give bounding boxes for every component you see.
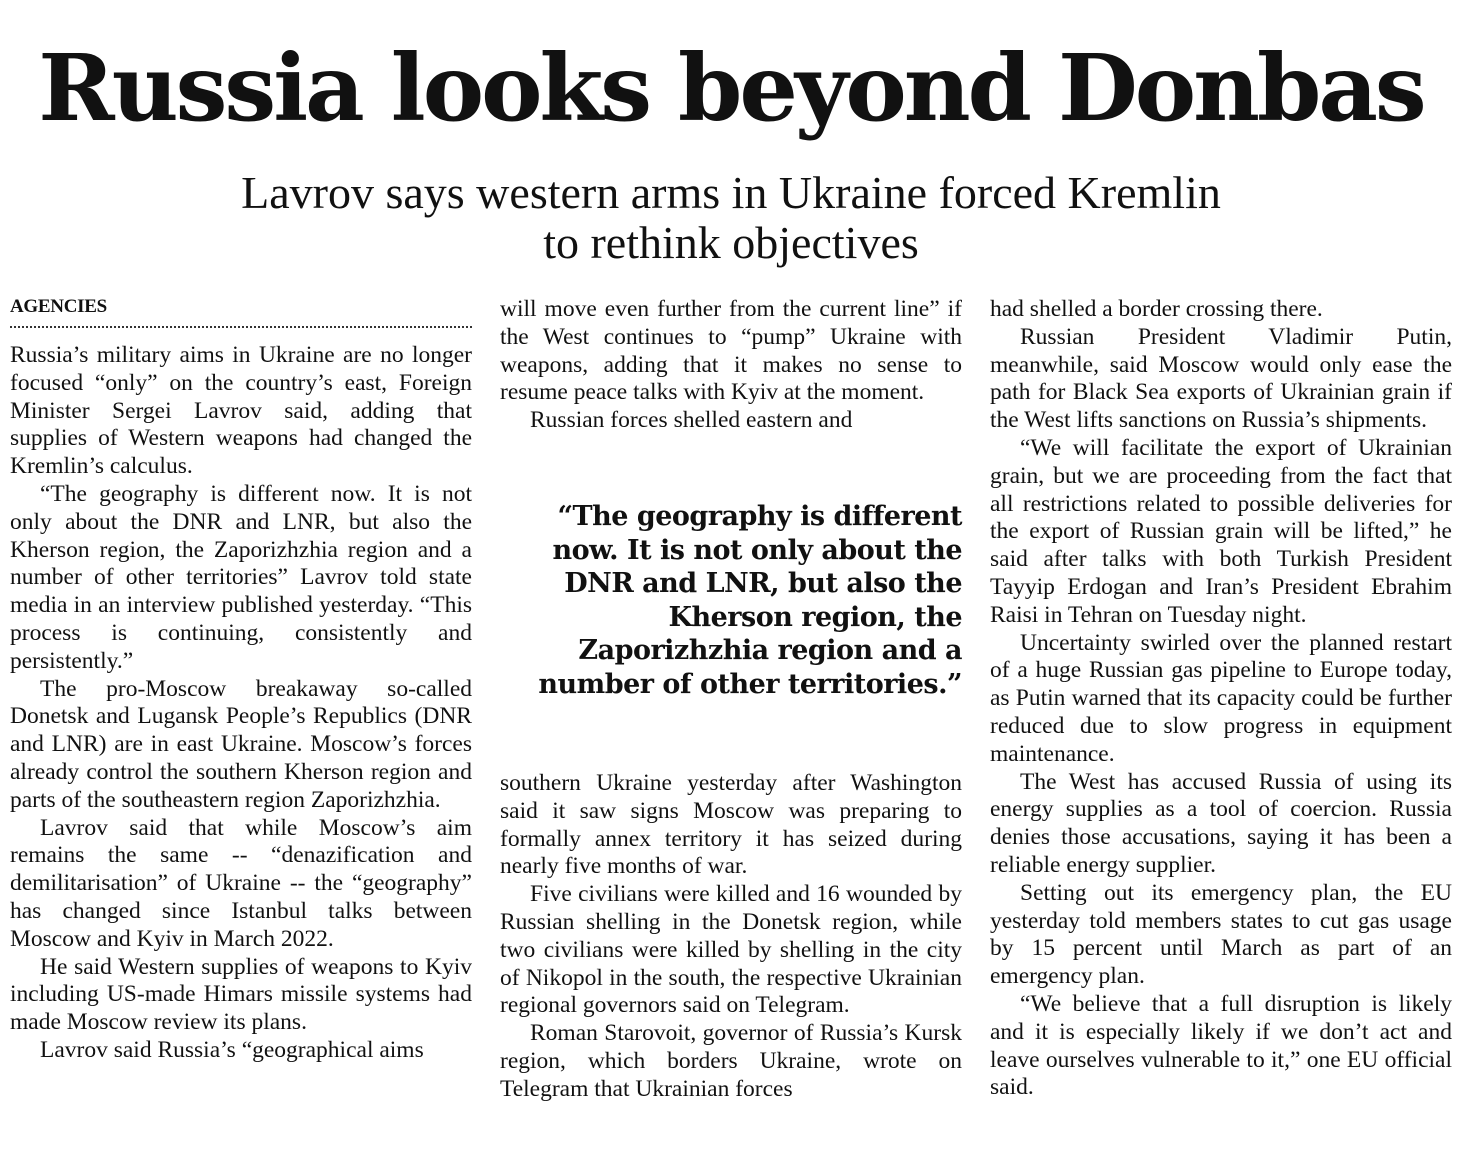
article-column-2-top xyxy=(500,296,962,435)
article-column-2-bottom xyxy=(500,770,962,1104)
paragraph: Lavrov said Russia’s “geographical aims xyxy=(40,1036,424,1063)
paragraph: Uncertainty swirled over the planned restart of a huge Russian gas pipeline to Europe today, as Putin warned that its capacity could be further reduced due to slow progress in equipment maintenance. xyxy=(990,629,1452,767)
subheadline: Lavrov says western arms in Ukraine forced Kremlin to rethink objectives xyxy=(241,167,1221,268)
paragraph: “The geography is different now. It is not only about the DNR and LNR, but also the Kherson region, the Zaporizhzhia region and a number of other territories” Lavrov told state media in an interview published yesterday. “This process is continuing, consistently and persistently.” xyxy=(10,480,472,674)
paragraph: Setting out its emergency plan, the EU yesterday told members states to cut gas usage by 15 percent until March as part of an emergency plan. xyxy=(990,879,1452,990)
paragraph: The pro-Moscow breakaway so-called Donetsk and Lugansk People’s Republics (DNR and LNR) are in east Ukraine. Moscow’s forces already control the southern Kherson region and parts of the southeastern region Zaporizhzhia. xyxy=(10,675,472,813)
paragraph: Lavrov said that while Moscow’s aim remains the same -- “denazification and demilitarisation” of Ukraine -- the “geography” has changed since Istanbul talks between Moscow and Kyiv in March 2022. xyxy=(10,814,472,952)
paragraph: had shelled a border crossing there. xyxy=(990,296,1323,322)
paragraph: Five civilians were killed and 16 wounded by Russian shelling in the Donetsk region, while two civilians were killed by shelling in the city of Nikopol in the south, the respective Ukrainian regional governors said on Telegram. xyxy=(500,881,962,1019)
paragraph: Russian President Vladimir Putin, meanwhile, said Moscow would only ease the path for Black Sea exports of Ukrainian grain if the West lifts sanctions on Russia’s shipments. xyxy=(990,323,1452,434)
pull-quote: “The geography is different now. It is not only about the DNR and LNR, but also the Kherson region, the Zaporizhzhia region and a number of other territories.” xyxy=(538,501,962,700)
paragraph: “We believe that a full disruption is likely and it is especially likely if we don’t act and leave ourselves vulnerable to it,” one EU official said. xyxy=(990,990,1452,1101)
article-column-3 xyxy=(990,296,1452,1102)
paragraph: southern Ukraine yesterday after Washington said it saw signs Moscow was preparing to formally annex territory it has seized during nearly five months of war. xyxy=(500,770,962,880)
paragraph: Russia’s military aims in Ukraine are no longer focused “only” on the country’s east, Foreign Minister Sergei Lavrov said, adding that supplies of Western weapons had changed the Kremlin’s calculus. xyxy=(10,342,472,480)
paragraph: Russian forces shelled eastern and xyxy=(530,407,853,434)
paragraph: The West has accused Russia of using its energy supplies as a tool of coercion. Russia denies those accusations, saying it has been a reliable energy supplier. xyxy=(990,768,1452,878)
byline: AGENCIES xyxy=(10,296,472,328)
paragraph: He said Western supplies of weapons to Kyiv including US-made Himars missile systems had made Moscow review its plans. xyxy=(10,953,472,1036)
article-column-1 xyxy=(10,296,472,1065)
headline: Russia looks beyond Donbas xyxy=(38,34,1424,142)
paragraph: “We will facilitate the export of Ukrainian grain, but we are proceeding from the fact that all restrictions related to possible deliveries for the export of Russian grain will be lifted,” he said after talks with both Turkish President Tayyip Erdogan and Iran’s President Ebrahim Raisi in Tehran on Tuesday night. xyxy=(990,434,1452,628)
paragraph: Roman Starovoit, governor of Russia’s Kursk region, which borders Ukraine, wrote on Telegram that Ukrainian forces xyxy=(500,1020,962,1102)
paragraph: will move even further from the current line” if the West continues to “pump” Ukraine with weapons, adding that it makes no sense to resume peace talks with Kyiv at the moment. xyxy=(500,296,962,406)
